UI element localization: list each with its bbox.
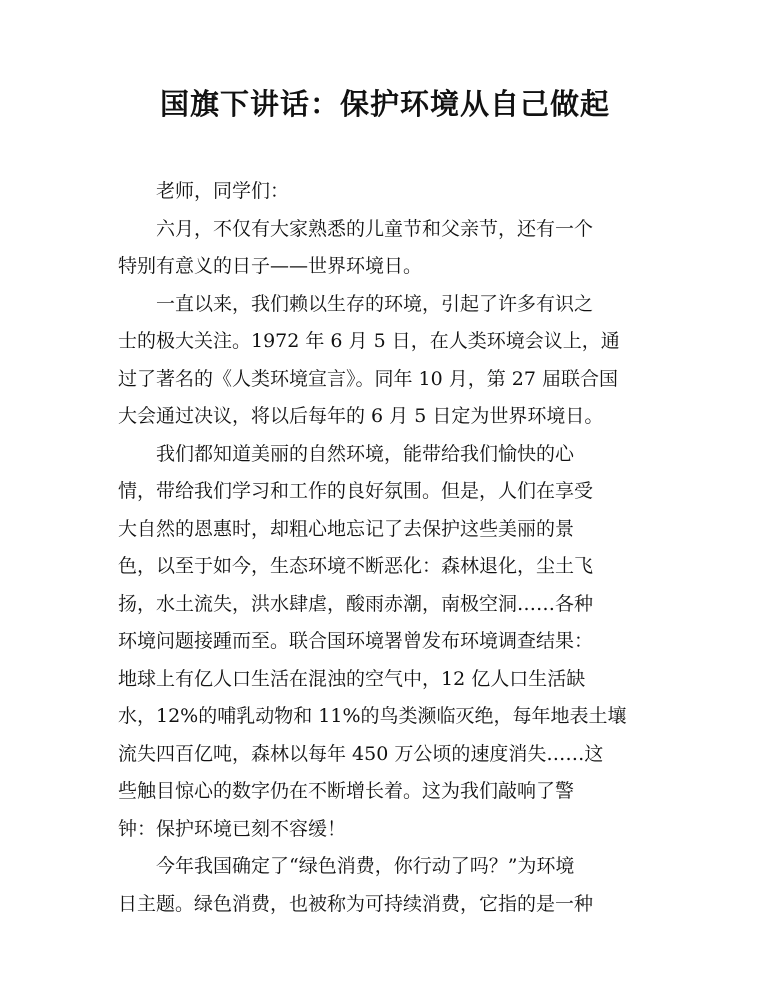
paragraph-environment-crisis (118, 436, 648, 849)
text-line: 钟：保护环境已刻不容缓！ (118, 817, 347, 840)
text-line: 一直以来，我们赖以生存的环境，引起了许多有识之 (156, 292, 594, 315)
document-body (118, 173, 648, 923)
text-line: 士的极大关注。1972 年 6 月 5 日，在人类环境会议上，通 (118, 330, 620, 352)
text-line: 六月，不仅有大家熟悉的儿童节和父亲节，还有一个 (156, 217, 594, 240)
paragraph-green-consumption (118, 848, 648, 923)
document-title: 国旗下讲话：保护环境从自己做起 (159, 87, 610, 121)
paragraph-history (118, 286, 648, 436)
paragraph-june (118, 211, 648, 286)
text-line: 今年我国确定了“绿色消费，你行动了吗？”为环境 (156, 855, 575, 877)
text-line: 色，以至于如今，生态环境不断恶化：森林退化，尘土飞 (118, 555, 594, 577)
text-line: 大自然的恩惠时，却粗心地忘记了去保护这些美丽的景 (118, 517, 575, 540)
text-line: 过了著名的《人类环境宣言》。同年 10 月，第 27 届联合国 (118, 367, 619, 390)
text-line: 大会通过决议，将以后每年的 6 月 5 日定为世界环境日。 (118, 405, 604, 427)
text-line: 地球上有亿人口生活在混浊的空气中，12 亿人口生活缺 (118, 667, 586, 690)
text-line: 水，12%的哺乳动物和 11%的鸟类濒临灭绝，每年地表土壤 (118, 705, 627, 727)
text-line: 我们都知道美丽的自然环境，能带给我们愉快的心 (156, 442, 575, 465)
text-line: 环境问题接踵而至。联合国环境署曾发布环境调查结果： (118, 630, 594, 652)
text-line: 情，带给我们学习和工作的良好氛围。但是，人们在享受 (118, 480, 594, 502)
text-line: 流失四百亿吨，森林以每年 450 万公顷的速度消失……这 (118, 742, 604, 765)
text-line: 老师，同学们： (156, 180, 290, 202)
text-line: 日主题。绿色消费，也被称为可持续消费，它指的是一种 (118, 892, 594, 915)
text-line: 些触目惊心的数字仍在不断增长着。这为我们敲响了警 (118, 780, 575, 802)
text-line: 特别有意义的日子——世界环境日。 (118, 255, 423, 277)
paragraph-greeting (118, 173, 648, 211)
text-line: 扬，水土流失，洪水肆虐，酸雨赤潮，南极空洞……各种 (118, 592, 594, 615)
